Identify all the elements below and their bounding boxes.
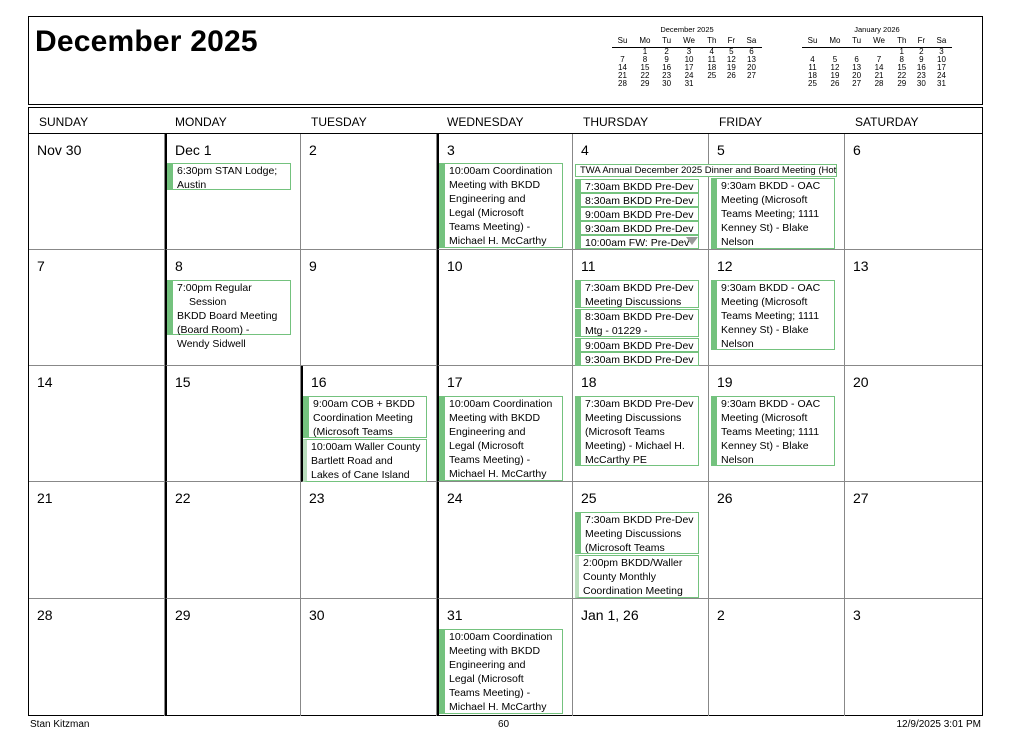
- mini-calendar-weekday: Fr: [722, 37, 741, 47]
- calendar-event[interactable]: [575, 280, 699, 308]
- day-number: Jan 1, 26: [581, 607, 639, 623]
- event-text-line: Nelson: [721, 338, 754, 350]
- day-cell[interactable]: [165, 134, 301, 250]
- event-text-line: Legal (Microsoft: [449, 207, 524, 219]
- weekday-saturday: SATURDAY: [855, 115, 919, 129]
- mini-calendar-december: [612, 26, 762, 88]
- day-number: 18: [581, 374, 597, 390]
- mini-calendar-weekday: We: [676, 37, 701, 47]
- day-cell[interactable]: [29, 250, 165, 366]
- day-cell[interactable]: [29, 134, 165, 250]
- event-text-line: Coordination Meeting: [583, 585, 683, 597]
- event-text-line: 7:30am BKDD Pre-Dev: [585, 514, 694, 526]
- day-number: 21: [37, 490, 53, 506]
- day-number: 30: [309, 607, 325, 623]
- mini-calendar-day[interactable]: 15: [897, 62, 907, 72]
- day-cell[interactable]: [845, 599, 982, 716]
- mini-calendar-day[interactable]: 7: [620, 54, 625, 64]
- event-text-line: Nelson: [721, 236, 754, 248]
- event-text-line: 7:30am BKDD Pre-Dev: [585, 282, 694, 294]
- day-number: Dec 1: [175, 142, 212, 158]
- event-text-line: Meeting with BKDD: [449, 412, 541, 424]
- event-text-line: Austin: [177, 179, 207, 191]
- mini-calendar-day[interactable]: 21: [874, 70, 884, 80]
- mini-calendar-day[interactable]: 4: [810, 54, 815, 64]
- event-text-line: Engineering and: [449, 193, 526, 205]
- mini-calendar-day[interactable]: 4: [709, 46, 714, 56]
- mini-calendar-day[interactable]: 8: [642, 54, 648, 64]
- mini-calendar-day[interactable]: 31: [937, 78, 946, 88]
- event-text-line: (Board Room) -: [177, 324, 250, 336]
- event-text-line: Mtg - 01229 -: [585, 325, 648, 337]
- event-text-line: Meeting (Microsoft: [721, 194, 808, 206]
- calendar-event[interactable]: [575, 207, 699, 221]
- mini-calendar-day[interactable]: 9: [664, 54, 669, 64]
- page-footer: [28, 719, 983, 733]
- event-text-line: 6:30pm STAN Lodge;: [177, 165, 278, 177]
- month-grid: [28, 107, 983, 716]
- weekday-monday: MONDAY: [175, 115, 227, 129]
- day-number: 8: [175, 258, 183, 274]
- mini-calendar-day[interactable]: 30: [916, 78, 926, 88]
- mini-calendar-day[interactable]: 30: [662, 78, 672, 88]
- mini-calendar-january: [802, 26, 952, 88]
- mini-calendar-day[interactable]: 14: [618, 62, 627, 72]
- day-number: 29: [175, 607, 191, 623]
- mini-calendar-day[interactable]: 24: [684, 70, 694, 80]
- calendar-event[interactable]: [575, 555, 699, 598]
- mini-calendar-day[interactable]: 27: [852, 78, 862, 88]
- weekday-thursday: THURSDAY: [583, 115, 649, 129]
- mini-calendar-day[interactable]: 20: [747, 62, 756, 72]
- day-cell[interactable]: [709, 599, 845, 716]
- mini-calendar-weekday: Mo: [823, 37, 847, 47]
- day-cell[interactable]: [845, 250, 982, 366]
- event-text-line: Teams Meeting; 1111: [721, 208, 820, 220]
- event-text-line: Michael H. McCarthy: [449, 235, 547, 247]
- mini-calendar-day[interactable]: 24: [937, 70, 946, 80]
- mini-calendar-day[interactable]: 16: [916, 62, 926, 72]
- day-cell[interactable]: [165, 482, 301, 599]
- day-cell[interactable]: [29, 599, 165, 716]
- all-day-event-banner[interactable]: TWA Annual December 2025 Dinner and Board Meeting (Hot: [575, 164, 837, 177]
- event-text-line: 9:30am BKDD - OAC: [721, 282, 821, 294]
- day-number: 19: [717, 374, 733, 390]
- calendar-event[interactable]: [575, 512, 699, 554]
- event-text-line: Teams Meeting) -: [449, 454, 531, 466]
- day-number: 23: [309, 490, 325, 506]
- day-number: 31: [447, 607, 463, 623]
- event-text-line: Michael H. McCarthy: [449, 468, 547, 480]
- mini-calendar-day[interactable]: 19: [830, 70, 840, 80]
- event-text-line: (Microsoft Teams: [585, 542, 665, 554]
- footer-owner: Stan Kitzman: [30, 719, 90, 730]
- event-text-line: Meeting with BKDD: [449, 179, 541, 191]
- calendar-event[interactable]: [303, 396, 427, 438]
- event-text-line: Teams Meeting) -: [449, 687, 531, 699]
- weekday-wednesday: WEDNESDAY: [447, 115, 524, 129]
- mini-calendar-day[interactable]: 19: [726, 62, 736, 72]
- mini-calendar-title: December 2025: [660, 25, 714, 34]
- day-cell[interactable]: [165, 366, 301, 482]
- mini-calendar-day[interactable]: 28: [874, 78, 884, 88]
- event-text: 9:30am BKDD Pre-Dev: [585, 223, 694, 235]
- mini-calendar-day[interactable]: [702, 80, 722, 88]
- event-text-line: Teams Meeting) -: [449, 221, 531, 233]
- event-text-line: 10:00am Coordination: [449, 631, 553, 643]
- event-text-line: 10:00am Coordination: [449, 398, 553, 410]
- event-text-line: Teams Meeting; 1111: [721, 426, 820, 438]
- event-text-line: Teams Meeting; 1111: [721, 310, 820, 322]
- event-text-line: Meeting) - Michael H.: [585, 440, 685, 452]
- day-number: 3: [447, 142, 455, 158]
- event-text-line: Meeting Discussions: [585, 412, 682, 424]
- event-text: 10:00am FW: Pre-Dev: [585, 237, 690, 249]
- event-text-line: 10:00am Waller County: [311, 441, 421, 453]
- day-number: 3: [853, 607, 861, 623]
- day-cell[interactable]: [301, 482, 437, 599]
- day-cell[interactable]: [165, 599, 301, 716]
- event-text-line: BKDD Board Meeting: [177, 310, 278, 322]
- day-number: 26: [717, 490, 733, 506]
- event-text-line: 9:00am COB + BKDD: [313, 398, 415, 410]
- event-text-line: 9:30am BKDD - OAC: [721, 180, 821, 192]
- mini-calendar-day[interactable]: 25: [808, 78, 817, 88]
- mini-calendar-weekday: We: [866, 37, 891, 47]
- day-number: 27: [853, 490, 869, 506]
- event-text-line: 8:30am BKDD Pre-Dev: [585, 311, 694, 323]
- day-number: 7: [37, 258, 45, 274]
- footer-page-number: 60: [498, 719, 510, 730]
- mini-calendar-weekday: Mo: [633, 37, 657, 47]
- event-text: 8:30am BKDD Pre-Dev: [585, 195, 694, 207]
- mini-calendar-day[interactable]: 5: [832, 54, 838, 64]
- mini-calendar-day[interactable]: 29: [897, 78, 907, 88]
- mini-calendar-day[interactable]: 11: [707, 54, 716, 64]
- event-text-line: 7:30am BKDD Pre-Dev: [585, 398, 694, 410]
- event-text-line: Meeting (Microsoft: [721, 412, 808, 424]
- event-text-line: McCarthy PE: [585, 454, 647, 466]
- mini-calendar-day[interactable]: 15: [640, 62, 650, 72]
- calendar-event[interactable]: [575, 396, 699, 466]
- day-number: Nov 30: [37, 142, 82, 158]
- mini-calendar-day[interactable]: 2: [919, 46, 924, 56]
- day-number: 28: [37, 607, 53, 623]
- event-text-line: Kenney St) - Blake: [721, 222, 809, 234]
- day-number: 17: [447, 374, 463, 390]
- day-number: 24: [447, 490, 463, 506]
- calendar-event[interactable]: [439, 396, 563, 481]
- event-text-line: Meeting (Microsoft: [721, 296, 808, 308]
- mini-calendar-day[interactable]: 6: [749, 46, 754, 56]
- day-cell[interactable]: [437, 482, 573, 599]
- mini-calendar-weekday: Th: [702, 37, 722, 47]
- event-text-line: Lakes of Cane Island: [311, 469, 410, 481]
- event-text-line: Coordination Meeting: [313, 412, 413, 424]
- event-text-line: 7:00pm Regular Session: [177, 282, 252, 308]
- event-text-line: Nelson: [721, 454, 754, 466]
- mini-calendar-day[interactable]: 3: [686, 46, 692, 56]
- event-text-line: Engineering and: [449, 659, 526, 671]
- event-text-line: (Microsoft Teams: [313, 426, 393, 438]
- mini-calendar-day[interactable]: 16: [662, 62, 672, 72]
- day-number: 15: [175, 374, 191, 390]
- mini-calendar-day[interactable]: 22: [640, 70, 650, 80]
- mini-calendar-day[interactable]: 12: [830, 62, 840, 72]
- day-number: 22: [175, 490, 191, 506]
- calendar-event[interactable]: [439, 163, 563, 248]
- mini-calendar-day[interactable]: 29: [640, 78, 650, 88]
- calendar-event[interactable]: [167, 280, 291, 350]
- event-text-line: Meeting Discussions: [585, 296, 682, 308]
- mini-calendar-day[interactable]: 27: [747, 70, 756, 80]
- event-text-line: Michael H. McCarthy: [449, 701, 547, 713]
- day-cell[interactable]: [845, 134, 982, 250]
- calendar-header: [28, 16, 983, 105]
- day-number: 25: [581, 490, 597, 506]
- mini-calendar-day[interactable]: [741, 80, 762, 88]
- day-cell[interactable]: [845, 482, 982, 599]
- event-text-line: Meeting Discussions: [585, 528, 682, 540]
- event-text-line: 2:00pm BKDD/Waller: [583, 557, 683, 569]
- mini-calendar-day[interactable]: 7: [876, 54, 882, 64]
- mini-calendar-day[interactable]: 26: [726, 70, 736, 80]
- event-text-line: 10:00am Coordination: [449, 165, 553, 177]
- day-cell[interactable]: [29, 366, 165, 482]
- weekday-tuesday: TUESDAY: [311, 115, 367, 129]
- day-number: 12: [717, 258, 733, 274]
- mini-calendar-day[interactable]: 21: [618, 70, 627, 80]
- day-number: 20: [853, 374, 869, 390]
- mini-calendar-day[interactable]: 3: [939, 46, 944, 56]
- more-events-icon[interactable]: [686, 237, 698, 245]
- event-text-line: Legal (Microsoft: [449, 440, 524, 452]
- mini-calendar-day[interactable]: 8: [899, 54, 904, 64]
- mini-calendar-day[interactable]: 14: [874, 62, 884, 72]
- calendar-event[interactable]: [167, 163, 291, 190]
- day-number: 2: [309, 142, 317, 158]
- day-number: 13: [853, 258, 869, 274]
- weekday-friday: FRIDAY: [719, 115, 763, 129]
- mini-calendar-day[interactable]: 13: [852, 62, 862, 72]
- mini-calendar-day[interactable]: 9: [919, 54, 924, 64]
- mini-calendar-day[interactable]: 26: [830, 78, 840, 88]
- mini-calendar-day[interactable]: 18: [707, 62, 717, 72]
- mini-calendar-day[interactable]: 23: [662, 70, 672, 80]
- mini-calendar-day[interactable]: 2: [664, 46, 669, 56]
- day-cell[interactable]: [845, 366, 982, 482]
- mini-calendar-day[interactable]: 20: [852, 70, 862, 80]
- calendar-event[interactable]: [711, 178, 835, 249]
- day-number: 5: [717, 142, 725, 158]
- day-number: 11: [581, 258, 596, 274]
- mini-calendar-day[interactable]: 13: [747, 54, 756, 64]
- mini-calendar-day[interactable]: 17: [684, 62, 694, 72]
- calendar-event[interactable]: [711, 396, 835, 466]
- day-cell[interactable]: [301, 134, 437, 250]
- mini-calendar-weekday: Tu: [657, 37, 676, 47]
- day-cell[interactable]: [573, 599, 709, 716]
- day-number: 2: [717, 607, 725, 623]
- day-cell[interactable]: [29, 482, 165, 599]
- event-text-line: Bartlett Road and: [311, 455, 393, 467]
- calendar-event[interactable]: [575, 235, 699, 249]
- event-text: 9:00am BKDD Pre-Dev: [585, 340, 694, 352]
- mini-calendar-title: January 2026: [854, 25, 900, 34]
- event-text-line: Wendy Sidwell: [177, 338, 246, 350]
- mini-calendar-day[interactable]: 17: [937, 62, 946, 72]
- mini-calendar-day[interactable]: 25: [707, 70, 717, 80]
- day-cell[interactable]: [709, 482, 845, 599]
- mini-calendar-day[interactable]: 23: [916, 70, 926, 80]
- mini-calendar-weekday: Su: [802, 37, 823, 47]
- mini-calendar-day[interactable]: 1: [642, 46, 648, 56]
- event-text-line: County Monthly: [583, 571, 656, 583]
- calendar-event[interactable]: [575, 193, 699, 207]
- calendar-event[interactable]: [303, 439, 427, 482]
- day-number: 6: [853, 142, 861, 158]
- mini-calendar-day[interactable]: 11: [808, 62, 817, 72]
- day-cell[interactable]: [301, 599, 437, 716]
- mini-calendar-weekday: Tu: [847, 37, 866, 47]
- calendar-event[interactable]: [575, 179, 699, 193]
- event-text-line: Engineering and: [449, 426, 526, 438]
- calendar-event[interactable]: [575, 338, 699, 352]
- mini-calendar-weekday: Sa: [741, 37, 762, 47]
- mini-calendar-day[interactable]: 22: [897, 70, 907, 80]
- mini-calendar-weekday: Su: [612, 37, 633, 47]
- mini-calendar-day[interactable]: 5: [729, 46, 734, 56]
- mini-calendar-day[interactable]: [722, 80, 741, 88]
- mini-calendar-day[interactable]: 31: [684, 78, 694, 88]
- event-text: 9:00am BKDD Pre-Dev: [585, 209, 694, 221]
- calendar-event[interactable]: [711, 280, 835, 350]
- calendar-event[interactable]: [575, 309, 699, 337]
- mini-calendar-day[interactable]: 6: [854, 54, 859, 64]
- calendar-event[interactable]: [575, 352, 699, 366]
- day-cell[interactable]: [301, 250, 437, 366]
- event-text-line: Meeting with BKDD: [449, 645, 541, 657]
- mini-calendar-weekday: Th: [892, 37, 912, 47]
- day-number: 9: [309, 258, 317, 274]
- mini-calendar-day[interactable]: 10: [684, 54, 694, 64]
- day-number: 10: [447, 258, 463, 274]
- day-number: 16: [311, 374, 327, 390]
- mini-calendar-day[interactable]: 18: [808, 70, 817, 80]
- event-text-line: 9:30am BKDD - OAC: [721, 398, 821, 410]
- calendar-event[interactable]: [575, 221, 699, 235]
- footer-print-time: 12/9/2025 3:01 PM: [896, 719, 981, 730]
- calendar-event[interactable]: [439, 629, 563, 714]
- day-cell[interactable]: [437, 250, 573, 366]
- mini-calendar-weekday: Sa: [931, 37, 952, 47]
- mini-calendar-day[interactable]: 1: [899, 46, 904, 56]
- event-text-line: Kenney St) - Blake: [721, 324, 809, 336]
- event-text-line: Kenney St) - Blake: [721, 440, 809, 452]
- day-number: 4: [581, 142, 589, 158]
- mini-calendar-day[interactable]: 28: [618, 78, 627, 88]
- month-title: December 2025: [35, 25, 258, 58]
- event-text-line: Legal (Microsoft: [449, 673, 524, 685]
- mini-calendar-day[interactable]: 12: [726, 54, 736, 64]
- mini-calendar-day[interactable]: 10: [937, 54, 946, 64]
- mini-calendar-weekday: Fr: [912, 37, 931, 47]
- event-text-line: (Microsoft Teams: [585, 426, 665, 438]
- event-text: 9:30am BKDD Pre-Dev: [585, 354, 694, 366]
- event-text: 7:30am BKDD Pre-Dev: [585, 181, 694, 193]
- weekday-sunday: SUNDAY: [39, 115, 89, 129]
- day-number: 14: [37, 374, 53, 390]
